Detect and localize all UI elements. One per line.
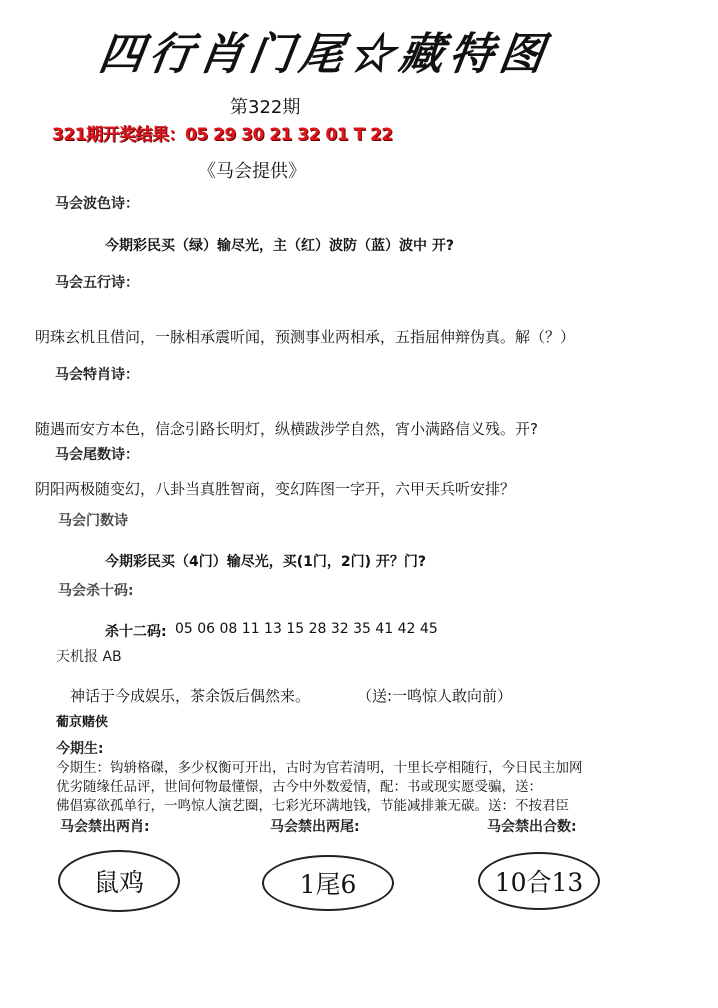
ban-sum-label: 马会禁出合数: (487, 819, 577, 835)
weishu-poem-line: 阴阳两极随变幻，八卦当真胜智商，变幻阵图一字开，六甲天兵听安排？ (35, 480, 516, 498)
ban-sum-oval (478, 852, 600, 910)
issue-number: 第322期 (230, 97, 301, 118)
sha-numbers: 05 06 08 11 13 15 28 32 35 41 42 45 (175, 621, 438, 637)
tianji-label: 天机报 AB (56, 649, 122, 665)
jinqi-line-2: 优劣随缘任品评，世间何物最懂憬，古今中外数爱情，配：书或现实愿受骗，送： (56, 779, 542, 795)
tianji-line: 神话于今成娱乐，茶余饭后偶然来。 (70, 687, 311, 705)
ban-tail-value: 1尾6 (299, 870, 357, 899)
menshu-poem-line: 今期彩民买（4门）输尽光，买(1门，2门) 开？门? (105, 554, 427, 570)
bose-poem-label: 马会波色诗： (55, 196, 139, 212)
tianji-send: （送:一鸣惊人敢向前） (357, 687, 513, 705)
texiao-poem-line: 随遇而安方本色，信念引路长明灯，纵横跋涉学自然，宵小满路信义残。开? (35, 420, 538, 438)
provider-label: 《马会提供》 (198, 161, 306, 182)
wuxing-poem-line: 明珠玄机且借问，一脉相承震听闻，预测事业两相承，五指屈伸辩伪真。解（？） (35, 328, 576, 346)
page-title: 四行肖门尾☆藏特图 (95, 29, 553, 80)
jinqi-line-1: 今期生：钩辀格磔，多少权衡可开出，古时为官若清明，十里长亭相随行，今日民主加网 (56, 760, 583, 776)
jinqi-label: 今期生: (56, 741, 104, 757)
texiao-poem-label: 马会特肖诗： (55, 367, 139, 383)
sha-line-label: 杀十二码: (105, 624, 167, 640)
ban-tail-oval (262, 855, 394, 911)
wuxing-poem-label: 马会五行诗： (55, 275, 139, 291)
ban-tail-label: 马会禁出两尾: (270, 819, 360, 835)
sha-label: 马会杀十码: (58, 583, 134, 599)
menshu-poem-label: 马会门数诗 (58, 513, 128, 529)
weishu-poem-label: 马会尾数诗： (55, 447, 139, 463)
ban-sum-value: 10合13 (494, 868, 584, 897)
previous-result: 321期开奖结果：05 29 30 21 32 01 T 22 (52, 125, 393, 145)
bose-poem-line: 今期彩民买（绿）输尽光，主（红）波防（蓝）波中 开? (105, 238, 454, 254)
ban-zodiac-label: 马会禁出两肖: (60, 819, 150, 835)
pujing-label: 葡京赌侠 (56, 715, 109, 730)
ban-zodiac-oval (58, 850, 180, 912)
ban-zodiac-value: 鼠鸡 (93, 868, 144, 897)
jinqi-line-3: 佛倡寡欲孤单行，一鸣惊人演艺圈，七彩光环满地钱，节能减排兼无碳。送：不按君臣 (56, 798, 569, 814)
